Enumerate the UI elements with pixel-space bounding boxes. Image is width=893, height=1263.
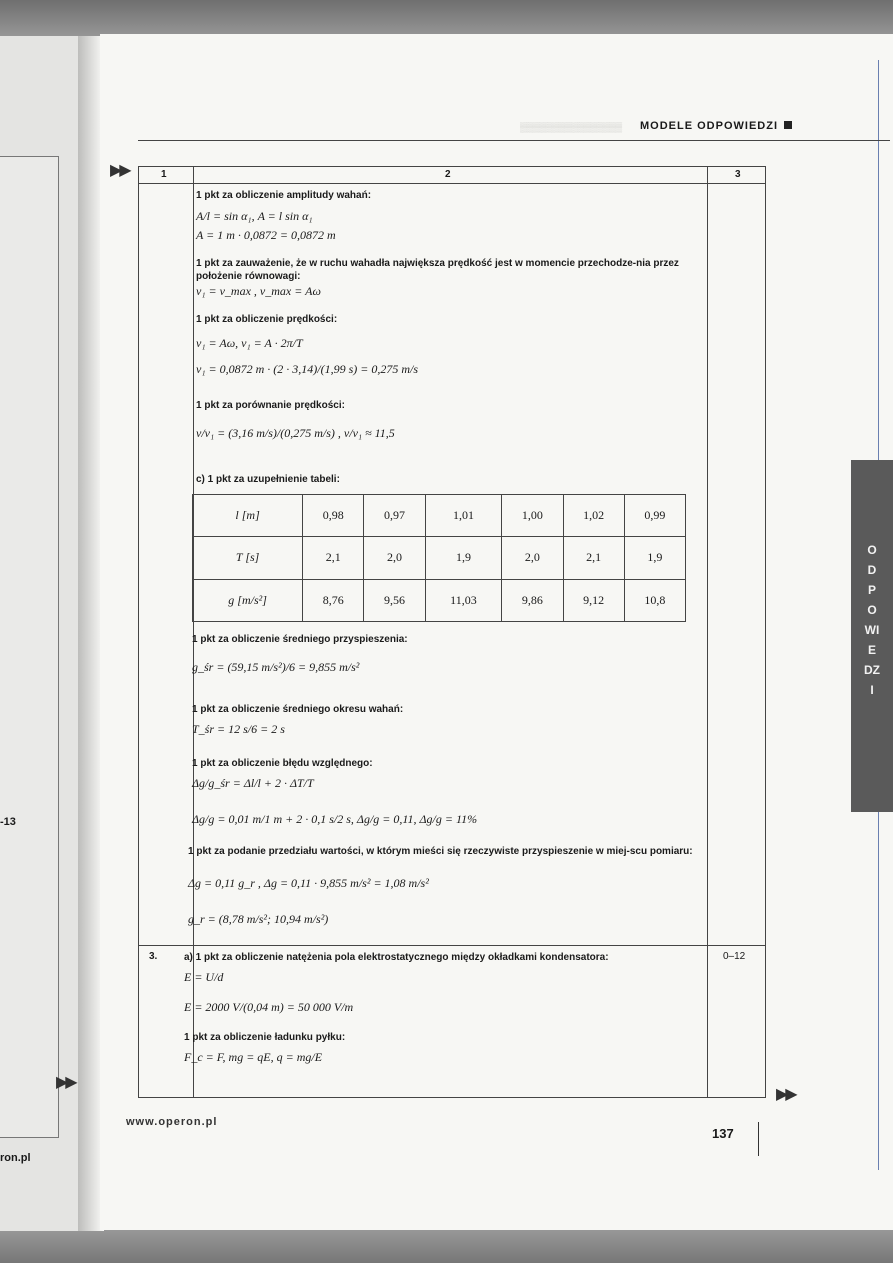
criterion-title: a) 1 pkt za obliczenie natężenia pola elektrostatycznego między okładkami kondensatora: <box>184 952 609 963</box>
table-cell: 11,03 <box>425 579 502 621</box>
formula: E = U/d <box>184 970 224 984</box>
page-header-title: MODELE ODPOWIEDZI <box>640 120 778 132</box>
task-number: 3. <box>149 951 158 962</box>
formula: g_śr = (59,15 m/s²)/6 = 9,855 m/s² <box>192 660 360 674</box>
arrow-icon: ▶▶ <box>776 1086 795 1103</box>
side-tab-label: ODPOWIEDZI <box>864 543 880 697</box>
criterion-title: 1 pkt za obliczenie błędu względnego: <box>192 758 373 769</box>
table-cell: 2,1 <box>303 537 364 579</box>
formula: v₁ = v_max , v_max = Aω <box>196 284 321 298</box>
page-number-rule <box>758 1122 759 1156</box>
arrow-icon: ▶▶ <box>56 1074 75 1091</box>
formula: A/l = sin α₁, A = l sin α₁ <box>196 209 313 223</box>
footer-url: www.operon.pl <box>126 1116 218 1128</box>
table-cell: 10,8 <box>624 579 685 621</box>
criterion-title: 1 pkt za zauważenie, że w ruchu wahadła największa prędkość jest w momencie przechodze-nia przez położenie równowagi: <box>196 258 679 282</box>
table-cell: 9,86 <box>502 579 563 621</box>
table-divider <box>707 167 708 1097</box>
table-row <box>193 579 686 621</box>
table-cell: 2,0 <box>364 537 425 579</box>
formula: F_c = F, mg = qE, q = mg/E <box>184 1050 323 1064</box>
table-cell: g [m/s²] <box>193 579 303 621</box>
table-cell: 2,0 <box>502 537 563 579</box>
table-cell: 0,97 <box>364 495 425 537</box>
table-cell: 0,99 <box>624 495 685 537</box>
criterion-title: 1 pkt za porównanie prędkości: <box>196 400 345 411</box>
table-cell: 1,9 <box>425 537 502 579</box>
show-through-text: ▒▒▒▒▒▒▒▒▒▒▒▒▒▒▒▒ <box>520 122 623 132</box>
formula: T_śr = 12 s/6 = 2 s <box>192 722 285 736</box>
criterion-title: 1 pkt za obliczenie prędkości: <box>196 314 338 325</box>
formula: v₁ = 0,0872 m · (2 · 3,14)/(1,99 s) = 0,275 m/s <box>196 362 419 376</box>
table-cell: 1,02 <box>563 495 624 537</box>
table-cell: 9,12 <box>563 579 624 621</box>
left-page-ref: -13 <box>0 816 16 828</box>
formula: E = 2000 V/(0,04 m) = 50 000 V/m <box>184 1000 354 1014</box>
scan-border-bottom <box>0 1228 893 1263</box>
formula: Δg/g = 0,01 m/1 m + 2 · 0,1 s/2 s, Δg/g = 0,11, Δg/g = 11% <box>192 812 478 826</box>
table-cell: 8,76 <box>303 579 364 621</box>
criterion-title: 1 pkt za podanie przedziału wartości, w którym mieści się rzeczywiste przyspieszenie w miej-scu pomiaru: <box>188 846 693 857</box>
formula: g_r = (8,78 m/s²; 10,94 m/s²) <box>188 912 329 926</box>
table-cell: l [m] <box>193 495 303 537</box>
page-header <box>640 120 792 132</box>
left-page-url: ron.pl <box>0 1152 31 1164</box>
table-divider <box>139 183 765 184</box>
criterion-title: 1 pkt za obliczenie średniego przyspieszenia: <box>192 634 408 645</box>
formula: A = 1 m · 0,0872 = 0,0872 m <box>196 228 336 242</box>
table-cell: 1,01 <box>425 495 502 537</box>
formula: Δg/g_śr = Δl/l + 2 · ΔT/T <box>192 776 314 790</box>
column-header: 1 <box>161 169 167 180</box>
arrow-icon: ▶▶ <box>110 162 129 179</box>
table-cell: 9,56 <box>364 579 425 621</box>
header-rule <box>138 140 890 141</box>
column-header: 3 <box>735 169 741 180</box>
side-tab <box>851 460 893 812</box>
formula: Δg = 0,11 g_r , Δg = 0,11 · 9,855 m/s² = 1,08 m/s² <box>188 876 429 890</box>
formula: v₁ = Aω, v₁ = A · 2π/T <box>196 336 303 350</box>
table-cell: 1,00 <box>502 495 563 537</box>
table-cell: 0,98 <box>303 495 364 537</box>
table-divider <box>139 945 765 946</box>
task-points: 0–12 <box>723 951 746 962</box>
formula: v/v₁ = (3,16 m/s)/(0,275 m/s) , v/v₁ ≈ 11,5 <box>196 426 395 440</box>
header-square-icon <box>784 121 792 129</box>
table-row <box>193 495 686 537</box>
criterion-title: 1 pkt za obliczenie amplitudy wahań: <box>196 190 372 201</box>
page-number: 137 <box>712 1126 734 1141</box>
criterion-title: 1 pkt za obliczenie średniego okresu wahań: <box>192 704 404 715</box>
column-header: 2 <box>445 169 451 180</box>
data-table <box>192 494 686 622</box>
criterion-title: 1 pkt za obliczenie ładunku pyłku: <box>184 1032 346 1043</box>
left-page-table-edge <box>0 156 59 1138</box>
table-cell: 1,9 <box>624 537 685 579</box>
table-row <box>193 537 686 579</box>
table-cell: T [s] <box>193 537 303 579</box>
table-cell: 2,1 <box>563 537 624 579</box>
criterion-title: c) 1 pkt za uzupełnienie tabeli: <box>196 474 340 485</box>
